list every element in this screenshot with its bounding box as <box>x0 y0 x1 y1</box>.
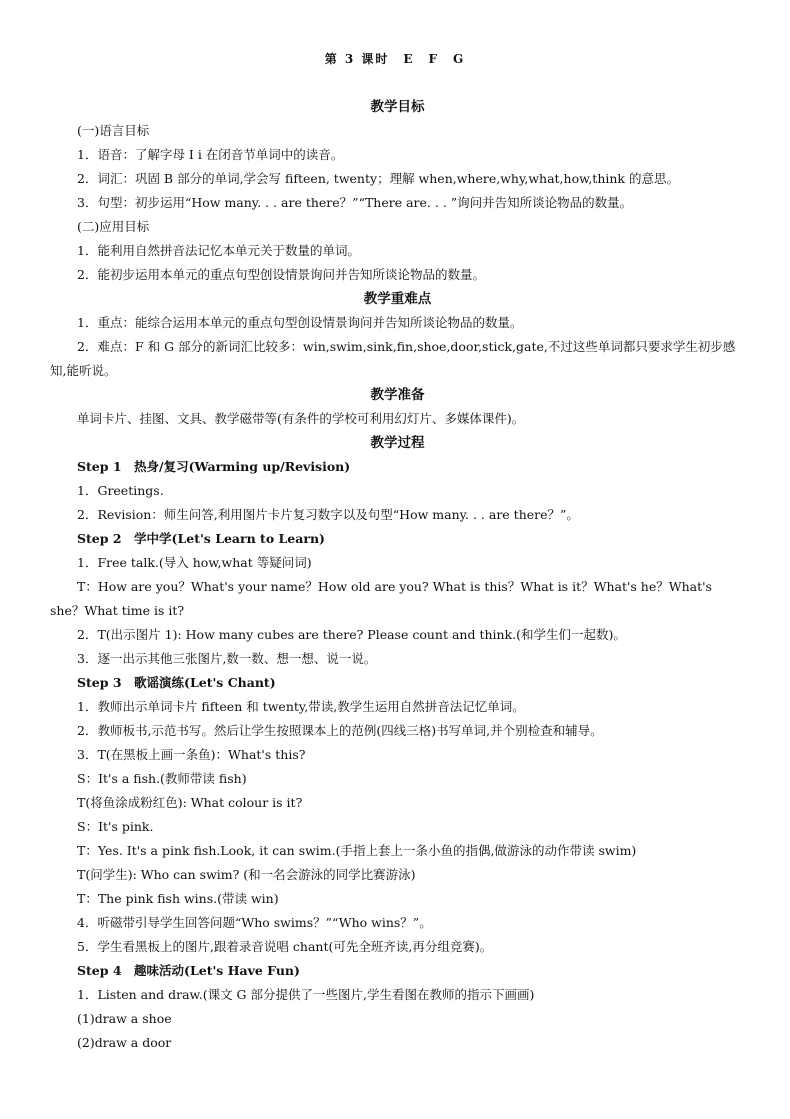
language-goals-heading: (一)语言目标 <box>77 123 150 138</box>
section-heading-preparation: 教学准备 <box>370 387 425 403</box>
step4-sub-item: (1)draw a shoe <box>77 1011 172 1026</box>
preparation-text: 单词卡片、挂图、文具、教学磁带等(有条件的学校可利用幻灯片、多媒体课件)。 <box>77 411 525 426</box>
lesson-title: 第 3 课时 E F G <box>324 52 466 66</box>
application-goal-1: 1．能利用自然拼音法记忆本单元关于数量的单词。 <box>77 243 360 258</box>
step3-dialogue-line: T：Yes. It's a pink fish.Look, it can swim.(手指上套上一条小鱼的指偶,做游泳的动作带读 swim) <box>77 843 637 858</box>
step3-item-1: 1．教师出示单词卡片 fifteen 和 twenty,带读,教学生运用自然拼音法记忆单词。 <box>77 699 525 714</box>
step4-item-1: 1．Listen and draw.(课文 G 部分提供了一些图片,学生看图在教师的指示下画画) <box>77 987 535 1002</box>
key-point-2: 2．难点：F 和 G 部分的新词汇比较多：win,swim,sink,fin,shoe,door,stick,gate,不过这些单词都只要求学生初步感知,能听说。 <box>50 339 736 378</box>
step3-dialogue-line: S：It's a fish.(教师带读 fish) <box>77 771 247 786</box>
language-goal-2: 2．词汇：巩固 B 部分的单词,学会写 fifteen, twenty；理解 when,where,why,what,how,think 的意思。 <box>77 171 679 186</box>
language-goal-1: 1．语音：了解字母 I i 在闭音节单词中的读音。 <box>77 147 344 162</box>
application-goal-2: 2．能初步运用本单元的重点句型创设情景询问并告知所谈论物品的数量。 <box>77 267 485 282</box>
step1-item-1: 1．Greetings. <box>77 483 164 498</box>
step3-item-5: 5．学生看黑板上的图片,跟着录音说唱 chant(可先全班齐读,再分组竞赛)。 <box>77 939 493 954</box>
section-heading-goals: 教学目标 <box>370 99 425 115</box>
step1-title: Step 1 热身/复习(Warming up/Revision) <box>77 459 351 474</box>
step2-item-3: 3．逐一出示其他三张图片,数一数、想一想、说一说。 <box>77 651 377 666</box>
step3-dialogue-line: T(问学生): Who can swim? (和一名会游泳的同学比赛游泳) <box>77 867 416 882</box>
step4-sub-item: (2)draw a door <box>77 1035 172 1050</box>
document-body <box>50 95 745 1055</box>
key-point-1: 1．重点：能综合运用本单元的重点句型创设情景询问并告知所谈论物品的数量。 <box>77 315 523 330</box>
step3-dialogue-line: T：The pink fish wins.(带读 win) <box>77 891 279 906</box>
step1-item-2: 2．Revision：师生问答,利用图片卡片复习数字以及句型“How many. . . are there？”。 <box>77 507 579 522</box>
application-goals-heading: (二)应用目标 <box>77 219 150 234</box>
step3-dialogue-line: S：It's pink. <box>77 819 154 834</box>
language-goal-3: 3．句型：初步运用“How many. . . are there？”“There are. . . ”询问并告知所谈论物品的数量。 <box>77 195 633 210</box>
step4-title: Step 4 趣味活动(Let's Have Fun) <box>77 963 300 978</box>
section-heading-key-points: 教学重难点 <box>363 291 432 307</box>
step3-dialogue-line: T(将鱼涂成粉红色): What colour is it? <box>77 795 303 810</box>
section-heading-process: 教学过程 <box>370 435 425 451</box>
step3-title: Step 3 歌谣演练(Let's Chant) <box>77 675 276 690</box>
step2-item-1: 1．Free talk.(导入 how,what 等疑问词) <box>77 555 312 570</box>
step3-item-3: 3．T(在黑板上画一条鱼)：What's this? <box>77 747 306 762</box>
step2-title: Step 2 学中学(Let's Learn to Learn) <box>77 531 325 546</box>
step2-teacher-dialogue: T：How are you？What's your name？How old are you? What is this？What is it？What's he？What's she？What time is it? <box>50 579 712 618</box>
step3-item-2: 2．教师板书,示范书写。然后让学生按照课本上的范例(四线三格)书写单词,并个别检查和辅导。 <box>77 723 603 738</box>
step3-item-4: 4．听磁带引导学生回答问题“Who swims？”“Who wins？”。 <box>77 915 432 930</box>
step2-item-2: 2．T(出示图片 1): How many cubes are there? Please count and think.(和学生们一起数)。 <box>77 627 626 642</box>
